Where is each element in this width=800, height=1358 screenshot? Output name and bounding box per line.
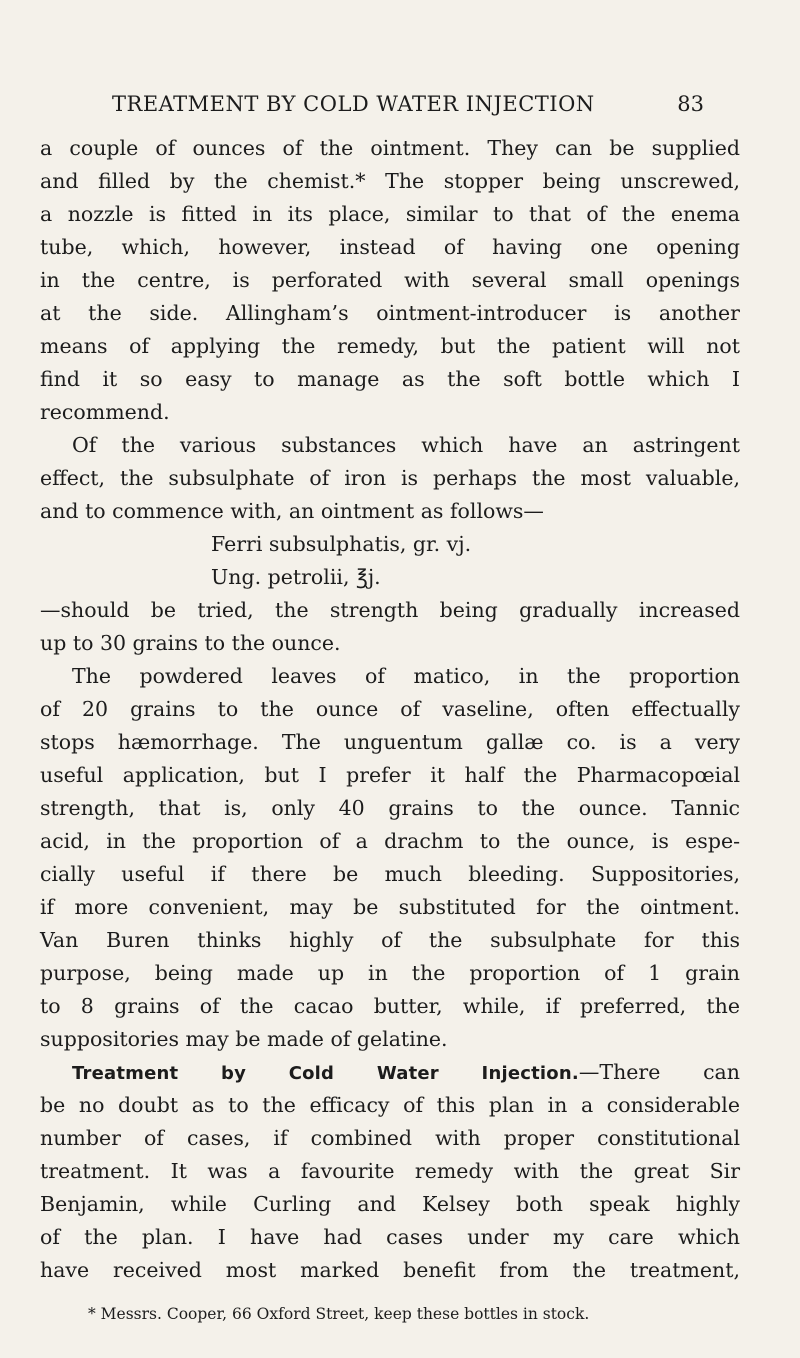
text-line: —should be tried, the strength being gradually increased	[40, 598, 740, 622]
section-heading-line	[40, 1056, 740, 1089]
prescription-line: Ung. petrolii, ℥j.	[211, 565, 381, 589]
prescription-line: Ferri subsulphatis, gr. vj.	[211, 532, 472, 556]
text-line: number of cases, if combined with proper constitutional	[40, 1126, 740, 1150]
text-line: be no doubt as to the efficacy of this plan in a considerable	[40, 1093, 740, 1117]
body-text	[40, 132, 740, 1287]
text-line: up to 30 grains to the ounce.	[40, 631, 341, 655]
text-line: in the centre, is perforated with several small openings	[40, 268, 740, 292]
text-line: Van Buren thinks highly of the subsulphate for this	[40, 928, 740, 952]
text-line: The powdered leaves of matico, in the proportion	[72, 664, 740, 688]
page-number: 83	[677, 92, 704, 116]
text-line: treatment. It was a favourite remedy with the great Sir	[40, 1159, 740, 1183]
text-line: Of the various substances which have an astringent	[72, 433, 740, 457]
text-line: purpose, being made up in the proportion of 1 grain	[40, 961, 740, 985]
text-line: of 20 grains to the ounce of vaseline, often effectually	[40, 697, 740, 721]
text-line: suppositories may be made of gelatine.	[40, 1027, 448, 1051]
text-line: effect, the subsulphate of iron is perhaps the most valuable,	[40, 466, 740, 490]
text-line: means of applying the remedy, but the patient will not	[40, 334, 740, 358]
text-line: Benjamin, while Curling and Kelsey both speak highly	[40, 1192, 740, 1216]
text-line: of the plan. I have had cases under my care which	[40, 1225, 740, 1249]
text-line: recommend.	[40, 400, 170, 424]
text-line: find it so easy to manage as the soft bottle which I	[40, 367, 740, 391]
text-line: to 8 grains of the cacao butter, while, if preferred, the	[40, 994, 740, 1018]
footnote: * Messrs. Cooper, 66 Oxford Street, keep these bottles in stock.	[88, 1305, 590, 1323]
text-line: and filled by the chemist.* The stopper being unscrewed,	[40, 169, 740, 193]
text-line: at the side. Allingham’s ointment-introducer is another	[40, 301, 740, 325]
text-line: acid, in the proportion of a drachm to the ounce, is espe-	[40, 829, 740, 853]
running-head	[112, 92, 704, 120]
running-title: TREATMENT BY COLD WATER INJECTION	[112, 92, 595, 116]
section-heading: Treatment by Cold Water Injection.	[72, 1063, 579, 1084]
text-line: have received most marked benefit from the treatment,	[40, 1258, 740, 1282]
text-line: stops hæmorrhage. The unguentum gallæ co. is a very	[40, 730, 740, 754]
text-line: cially useful if there be much bleeding. Suppositories,	[40, 862, 740, 886]
text-line: tube, which, however, instead of having one opening	[40, 235, 740, 259]
text-line: useful application, but I prefer it half the Pharmacopœial	[40, 763, 740, 787]
text-line: a nozzle is fitted in its place, similar to that of the enema	[40, 202, 740, 226]
section-line-start: —There can	[578, 1060, 740, 1084]
text-line: strength, that is, only 40 grains to the ounce. Tannic	[40, 796, 740, 820]
text-line: a couple of ounces of the ointment. They can be supplied	[40, 136, 740, 160]
text-line: if more convenient, may be substituted for the ointment.	[40, 895, 740, 919]
text-line: and to commence with, an ointment as follows—	[40, 499, 544, 523]
